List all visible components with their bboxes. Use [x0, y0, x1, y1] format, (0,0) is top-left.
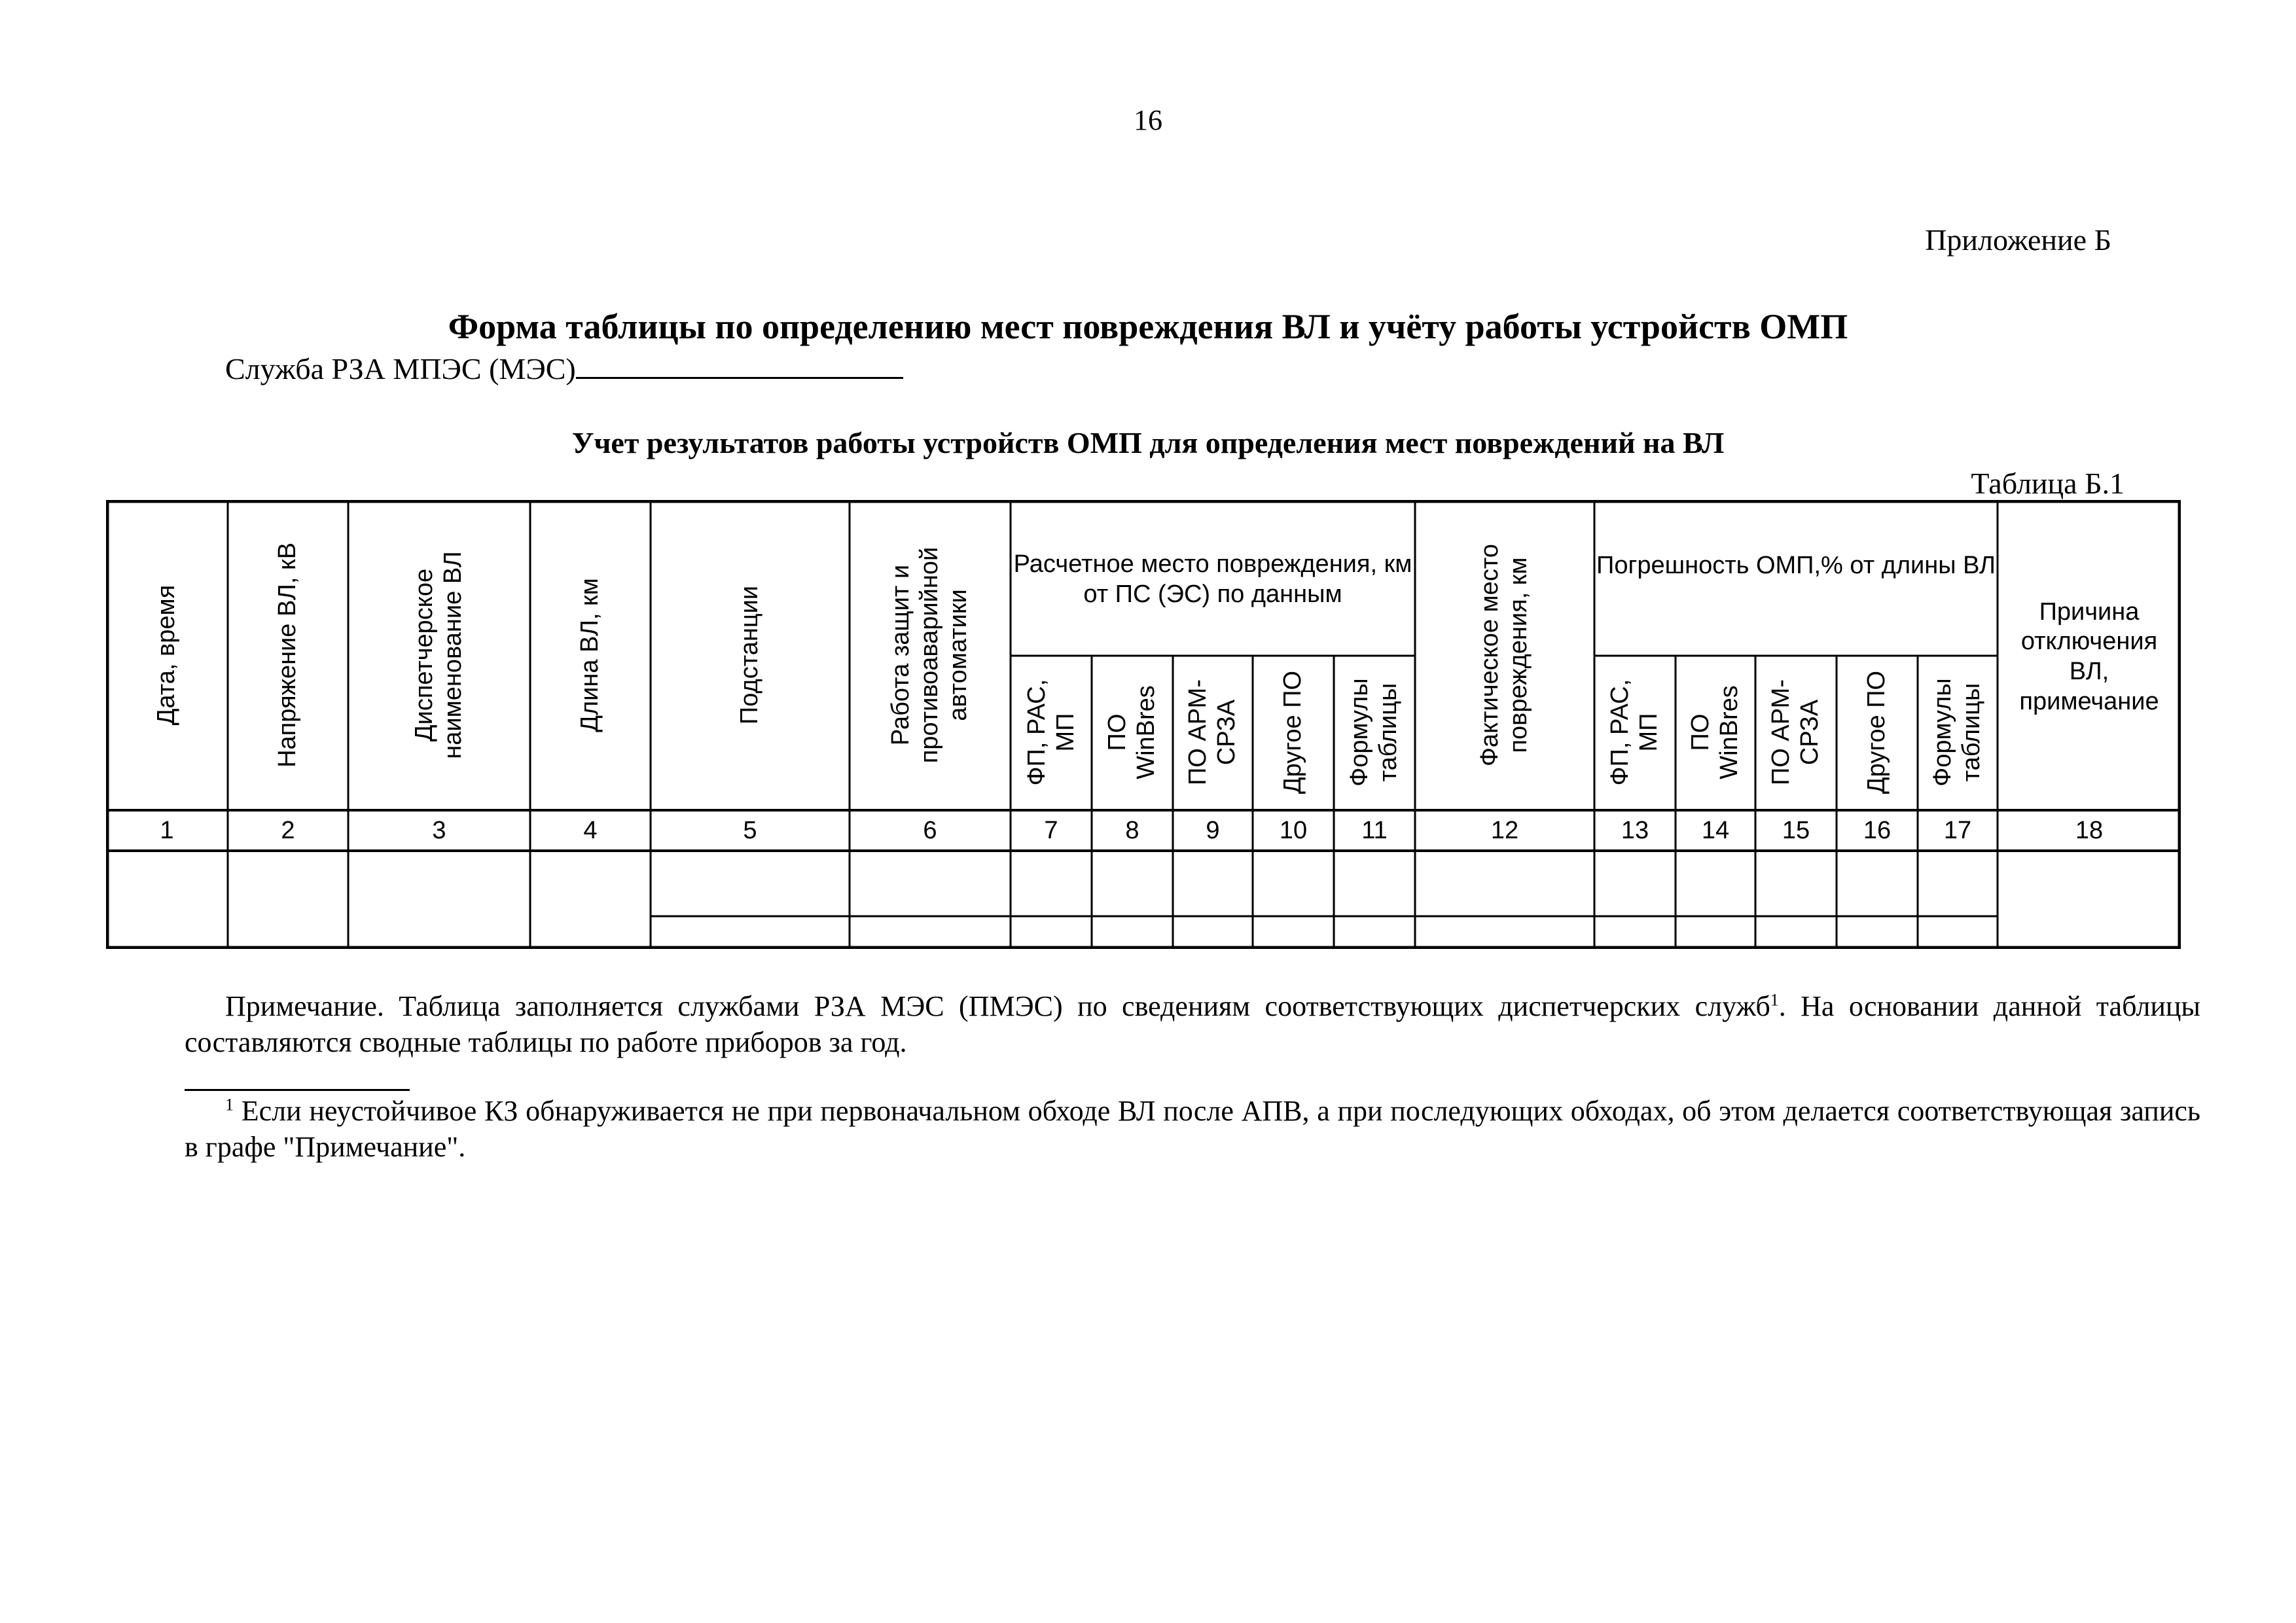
group-header-error: Погрешность ОМП,% от длины ВЛ [1596, 552, 1996, 579]
group-header-calculated: Расчетное место повреждения, км от ПС (ЭС) по данным [1013, 550, 1412, 608]
col-header-9: ПО АРМ-СРЗА [1184, 679, 1240, 786]
col-header-5: Подстанции [736, 585, 764, 725]
col-number-18: 18 [2075, 816, 2104, 844]
col-header-11: Формулы таблицы [1346, 678, 1402, 787]
col-number-13: 13 [1621, 816, 1649, 844]
col-number-12: 12 [1490, 816, 1519, 844]
col-number-2: 2 [281, 816, 295, 844]
note-footnote-ref: 1 [1770, 990, 1779, 1010]
note-text-after: . На основании данной таблицы составляются сводные таблицы по работе приборов за год. [185, 990, 2200, 1058]
note-text: Примечание. Таблица заполняется службами РЗА МЭС (ПМЭС) по сведениям соответствующих диспетчерских служб [225, 990, 1770, 1022]
col-header-14: ПО WinBres [1687, 685, 1743, 779]
col-number-5: 5 [743, 816, 757, 844]
col-header-18: Причина отключения ВЛ, примечание [2019, 597, 2159, 715]
col-number-3: 3 [432, 816, 446, 844]
footnote-text: Если неустойчивое КЗ обнаруживается не при первоначальном обходе ВЛ после АПВ, а при последующих обходах, об этом делается соответствующая запись в графе "Примечание". [185, 1095, 2200, 1163]
col-number-14: 14 [1701, 816, 1730, 844]
col-number-7: 7 [1044, 816, 1058, 844]
footnote-rule [185, 1089, 410, 1091]
col-header-1: Дата, время [152, 584, 181, 726]
footnote [185, 1093, 2200, 1165]
col-number-15: 15 [1782, 816, 1810, 844]
table-label: Таблица Б.1 [1971, 467, 2125, 500]
table-title: Учет результатов работы устройств ОМП для определения мест повреждений на ВЛ [571, 426, 1725, 459]
col-number-10: 10 [1279, 816, 1308, 844]
col-number-11: 11 [1361, 816, 1388, 844]
col-header-17: Формулы таблицы [1929, 678, 1985, 787]
col-header-4: Длина ВЛ, км [576, 578, 604, 732]
service-label: Служба РЗА МПЭС (МЭС) [225, 352, 576, 385]
col-header-7: ФП, РАС, МП [1023, 679, 1079, 786]
col-header-12: Фактическое место повреждения, км [1476, 544, 1532, 766]
col-header-13: ФП, РАС, МП [1606, 679, 1662, 786]
col-number-16: 16 [1863, 816, 1892, 844]
appendix-label: Приложение Б [1925, 223, 2111, 257]
service-line [225, 348, 903, 386]
col-header-15: ПО АРМ-СРЗА [1767, 679, 1823, 786]
col-header-16: Другое ПО [1863, 670, 1891, 794]
col-header-10: Другое ПО [1279, 670, 1307, 794]
col-number-9: 9 [1206, 816, 1220, 844]
col-number-6: 6 [923, 816, 937, 844]
col-number-4: 4 [583, 816, 598, 844]
col-number-1: 1 [160, 816, 174, 844]
footnote-mark: 1 [225, 1095, 234, 1115]
form-title: Форма таблицы по определению мест повреждения ВЛ и учёту работы устройств ОМП [448, 307, 1848, 346]
col-header-8: ПО WinBres [1103, 685, 1160, 779]
col-header-3: Диспетчерское наименование ВЛ [410, 551, 467, 759]
col-number-17: 17 [1943, 816, 1972, 844]
table-note [185, 988, 2200, 1060]
page-number: 16 [1134, 104, 1162, 136]
col-header-2: Напряжение ВЛ, кВ [274, 543, 302, 768]
col-header-6: Работа защит и противоаварийной автоматики [887, 546, 972, 764]
service-blank-field [576, 348, 903, 379]
form-table [106, 500, 2181, 949]
col-number-8: 8 [1125, 816, 1139, 844]
